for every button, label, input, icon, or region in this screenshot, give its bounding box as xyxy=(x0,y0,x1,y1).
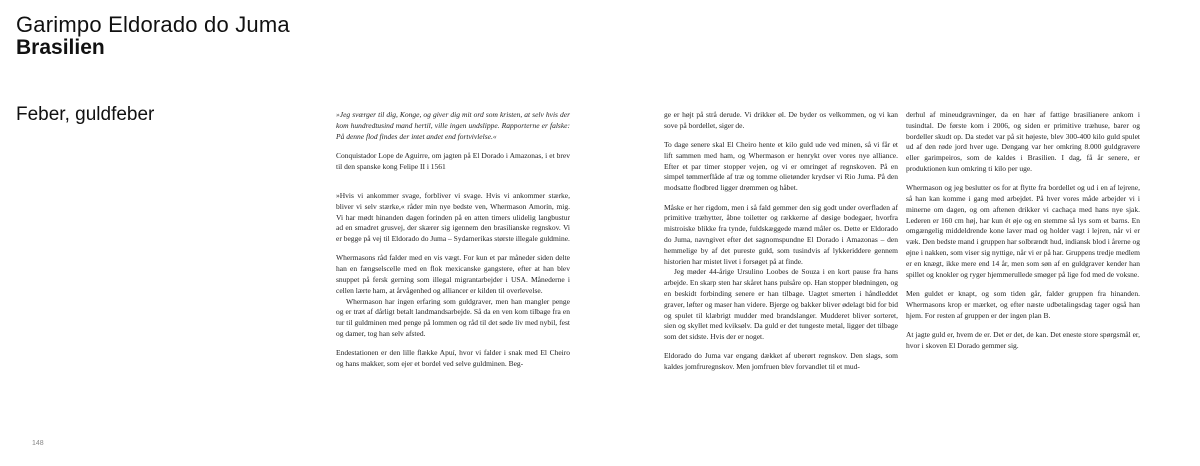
paragraph: Whermason har ingen erfaring som guldgraver, men han mangler penge og er træt af dårligt betalt landmandsarbejde. Så da en ven kom tilbage fra en tur til guldminen med penge på lommen og råd til det søde liv med nybil, fest og damer, tog han selv afsted. xyxy=(336,296,570,339)
paragraph: At jagte guld er, hvem de er. Det er det, de kan. Det eneste store spørgsmål er, hvor i skoven El Dorado gemmer sig. xyxy=(906,329,1140,350)
paragraph: ge er højt på strå derude. Vi drikker øl. De byder os velkommen, og vi kan sove på bordellet, siger de. xyxy=(664,110,898,130)
text-column-2 xyxy=(664,110,898,382)
paragraph: Eldorado do Juma var engang dækket af uberørt regnskov. Den slags, som kaldes jomfruregnskov. Men jomfruen blev forvandlet til et mud- xyxy=(664,351,898,372)
paragraph: Whermason og jeg beslutter os for at flytte fra bordellet og ud i en af lejrene, så han kan komme i gang med arbejdet. På hver vores måde arbejder vi i minerne om dagen, og om aftenen drikker vi cachaça med hans nye sjak. Lederen er 160 cm høj, har kun ét øje og en stemme så lys som et barns. En omgængelig middeldrende kone laver mad og holder vagt i lejren, når vi er væk. Den bedste mand i gruppen har solbrændt hud, indiansk blod i årerne og øjne i nakken, som viser sig nyttige, når vi er på har. Gruppens tredje medlem er en knægt, ikke mere end 14 år, men som søn af en guldgraver kender han spillet og knokler og ryger hjemmerullede smøger på lige fod med de voksne. xyxy=(906,183,1140,279)
epigraph-attribution: Conquistador Lope de Aguirre, om jagten på El Dorado i Amazonas, i et brev til den spanske kong Felipe II i 1561 xyxy=(336,150,570,171)
section-heading: Feber, guldfeber xyxy=(16,104,155,125)
paragraph: Måske er her rigdom, men i så fald gemmer den sig godt under overfladen af primitive træhytter, åbne toiletter og rækkerne af døsige bodegaer, hvorfra mistroiske blikke fra tynde, fuldskæggede mænd måler os. Dette er Eldorado do Juma, navngivet efter det sagnomspundne El Dorado i Amazonas – den hemmelige by af det pureste guld, som tusindvis af lykkeriddere gennem historien har mistet livet i forsøget på at finde. xyxy=(664,202,898,266)
page-number: 148 xyxy=(32,440,44,447)
text-column-3 xyxy=(906,110,1140,360)
text-column-1 xyxy=(336,110,570,378)
paragraph: Whermasons råd falder med en vis vægt. For kun et par måneder siden delte han en fængselscelle med en flok mexicanske gangstere, efter at han blev snuppet på fersk gerning som illegal migrantarbejder i USA. Månederne i cellen lærte ham, at årvågenhed og alliancer er kilden til overlevelse. xyxy=(336,253,570,295)
paragraph: derhul af mineudgravninger, da en hær af fattige brasilianere ankom i tusindtal. De første kom i 2006, og siden er primitive træhuse, barer og bordeller skudt op. Da stedet var på sit højeste, blev 300-400 kilo guld spulet ud af den røde jord hver uge. Dengang var her omkring 8.000 guldgravere eller garimpeiros, som de kaldes i Brasilien. I dag, få år senere, er produktionen kun omkring ti kilo per uge. xyxy=(906,110,1140,173)
page-subtitle: Brasilien xyxy=(16,36,105,59)
paragraph: Men guldet er knapt, og som tiden går, falder gruppen fra hinanden. Whermasons krop er mærket, og efter næste udbetalingsdag tager også han hjem. For resten af gruppen er der ingen plan B. xyxy=(906,288,1140,320)
paragraph: »Hvis vi ankommer svage, forbliver vi svage. Hvis vi ankommer stærke, bliver vi selv stærke,« råder min nye bedste ven, Whermason Amorín, mig. Vi har mødt hinanden dagen forinden på en atten timers ulidelig langbustur ad en smadret grusvej, der skærer sig igennem den brasilianske regnskov. Vi er begge på vej til Eldorado do Juma – Sydamerikas største illegale guldmine. xyxy=(336,190,570,244)
paragraph: Jeg møder 44-årige Ursulino Loobes de Souza i en kort pause fra hans arbejde. En skarp sten har skåret hans pulsåre op. Han stopper blødningen, og en beskidt forbinding senere er han tilbage. Uagtet smerten i håndleddet graver, løfter og maser han videre. Bjerge og bakker bliver ødelagt bid for bid og spulet til klæbrigt mudder med brandslanger. Mudderet bliver sorteret, sien og skyllet med kviksølv. Da guld er det tungeste metal, ligger det tilbage som det sidste. Hvis der er noget. xyxy=(664,267,898,342)
epigraph-quote: »Jeg sværger til dig, Konge, og giver dig mit ord som kristen, at selv hvis der kom hundredtusind mand hertil, ville ingen undslippe. Rapporterne er falske: På denne flod findes der intet andet end fortvivlelse.« xyxy=(336,110,570,141)
paragraph: To dage senere skal El Cheiro hente et kilo guld ude ved minen, så vi får et lift sammen med ham, og Whermason er henrykt over vores nye alliance. Efter et par timer stopper vejen, og vi er omringet af regnskoven. På en simpel tømmerflåde af træ og tomme olietønder krydser vi Rio Juma. På den modsatte flodbred ligger drømmen og håbet. xyxy=(664,140,898,193)
paragraph: Endestationen er den lille flække Apuí, hvor vi falder i snak med El Cheiro og hans makker, som ejer et bordel ved selve guldminen. Beg- xyxy=(336,348,570,369)
page-title: Garimpo Eldorado do Juma xyxy=(16,12,290,37)
